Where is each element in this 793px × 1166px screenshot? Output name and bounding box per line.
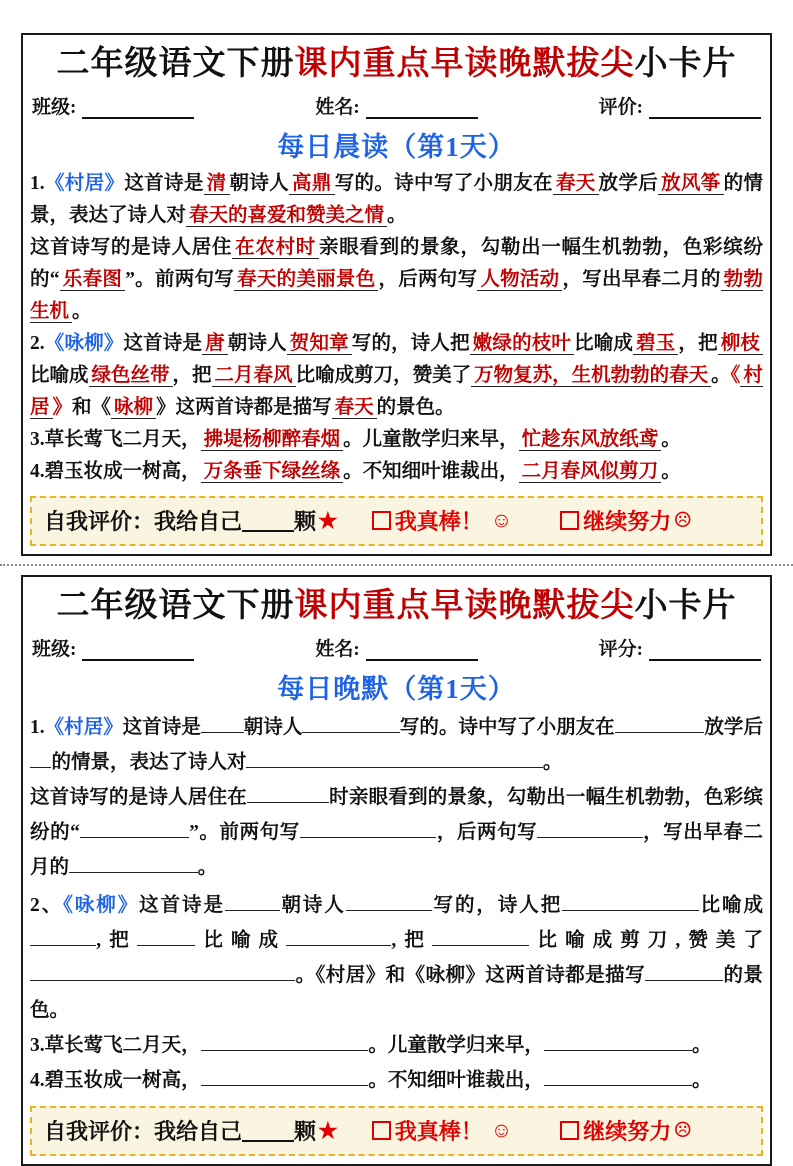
- paragraph: [30, 1063, 763, 1098]
- text-segment: ，写出早春二月的: [562, 269, 721, 291]
- title-part-red: 课内重点早读晚默拔尖: [294, 588, 635, 625]
- text-segment: 。: [387, 205, 407, 227]
- text-segment: 1.: [30, 717, 45, 739]
- field-blank-class[interactable]: [82, 641, 194, 661]
- text-segment: 比喻成: [574, 333, 634, 355]
- text-segment: 。: [197, 857, 218, 879]
- title-part-black-right: 小卡片: [634, 588, 737, 625]
- eval-prefix: 自我评价：我给自己: [44, 509, 243, 535]
- field-name: [315, 92, 477, 119]
- field-rating: [599, 92, 761, 119]
- fill-blank[interactable]: [432, 928, 530, 947]
- title-part-black-left: 二年级语文下册: [56, 588, 295, 625]
- fill-blank[interactable]: [615, 715, 705, 734]
- eval-unit: 颗: [294, 1119, 317, 1145]
- text-segment: ，后两句写: [378, 269, 478, 291]
- checkbox-effort-icon[interactable]: [560, 1121, 579, 1140]
- text-segment: 4.碧玉妆成一树高，: [30, 1070, 201, 1092]
- text-segment: 这首诗是: [139, 895, 225, 917]
- text-segment: 时亲眼看到的景象，勾勒出一幅生机勃勃，色彩缤纷的: [30, 787, 763, 844]
- paragraph: [30, 168, 763, 232]
- answer-text: 咏柳: [111, 397, 156, 419]
- answer-text: 万物复苏，生机勃勃的春天: [471, 365, 711, 387]
- answer-text: 春天的美丽景色: [234, 269, 378, 291]
- eval-option-effort: 继续努力: [583, 1119, 672, 1145]
- frown-icon: ☹: [673, 1118, 693, 1143]
- answer-text: 忙趁东风放纸鸢: [519, 429, 662, 451]
- fill-blank[interactable]: [645, 963, 723, 982]
- text-segment: 写的。诗中写了小朋友在: [399, 717, 615, 739]
- text-segment: 。不知细叶谁裁出，: [368, 1070, 544, 1092]
- text-segment: 这首诗是: [123, 333, 203, 355]
- answer-text: 人物活动: [477, 269, 562, 291]
- text-segment: 写的。诗中写了小朋友在: [334, 173, 553, 195]
- text-segment: 朝诗人: [229, 173, 290, 195]
- title-part-black-left: 二年级语文下册: [56, 46, 295, 82]
- eval-option-great: 我真棒！: [394, 509, 483, 535]
- paragraph: [30, 424, 763, 456]
- fill-blank[interactable]: [30, 928, 96, 947]
- frown-icon: ☹: [673, 508, 693, 533]
- fill-blank[interactable]: [544, 1068, 692, 1087]
- star-icon: ★: [318, 507, 338, 533]
- card-content: [30, 710, 763, 1098]
- evening-recitation-card: [21, 575, 772, 1166]
- field-label-class: 班级:: [32, 97, 77, 119]
- field-score: [599, 634, 761, 661]
- answer-text: 乐春图: [60, 269, 126, 291]
- eval-blank[interactable]: [242, 510, 294, 532]
- card-title: [30, 39, 763, 90]
- text-segment: “: [70, 822, 80, 844]
- fill-blank[interactable]: [300, 820, 437, 839]
- field-label-name: 姓名:: [315, 97, 360, 119]
- text-segment: ，写出早春二月的: [30, 822, 763, 879]
- text-segment: ，把: [678, 333, 718, 355]
- fill-blank[interactable]: [69, 855, 198, 874]
- fill-blank[interactable]: [30, 750, 51, 769]
- field-class: [32, 634, 194, 661]
- text-segment: 》这两首诗都是描写: [156, 397, 332, 419]
- text-segment: 这首诗写的是诗人居住在: [30, 787, 248, 809]
- text-segment: 。不知细叶谁裁出，: [343, 461, 519, 483]
- text-segment: 。: [711, 365, 731, 387]
- text-segment: 1.: [30, 173, 45, 195]
- fill-blank[interactable]: [30, 963, 295, 982]
- text-segment: 的情景，表达了诗人对: [30, 173, 763, 227]
- section-heading-evening: 每日晚默（第1天）: [277, 674, 516, 705]
- text-segment: 。: [661, 461, 681, 483]
- answer-text: 春天: [553, 173, 599, 195]
- text-segment: 的景色。: [30, 965, 763, 1022]
- text-segment: 的景色。: [376, 397, 455, 419]
- fill-blank[interactable]: [225, 893, 280, 912]
- card-title: [30, 581, 763, 632]
- smiley-icon: ☺: [490, 1118, 513, 1143]
- paragraph: [30, 456, 763, 488]
- eval-option-great: 我真棒！: [394, 1119, 483, 1145]
- field-name: [315, 634, 477, 661]
- fill-blank[interactable]: [80, 820, 189, 839]
- text-segment: 比喻成: [195, 930, 287, 952]
- text-segment: 。: [692, 1070, 712, 1092]
- answer-text: 绿色丝带: [89, 365, 173, 387]
- fill-blank[interactable]: [137, 928, 196, 947]
- text-segment: 这首诗写的是诗人居住: [30, 237, 233, 259]
- text-segment: 。《村居》和《咏柳》这两首诗都是描写: [295, 965, 646, 987]
- text-segment: ，后两句写: [436, 822, 538, 844]
- text-segment: 写的，诗人把: [351, 333, 470, 355]
- poem-title: 《村居》: [44, 173, 125, 195]
- fill-blank[interactable]: [562, 893, 699, 912]
- field-blank-rating[interactable]: [649, 99, 761, 119]
- field-class: [32, 92, 194, 119]
- text-segment: 比喻成: [30, 365, 89, 387]
- text-segment: 比喻成剪刀，赞美了: [295, 365, 472, 387]
- text-segment: 放学后: [704, 717, 763, 739]
- text-segment: 朝诗人: [279, 895, 346, 917]
- text-segment: 这首诗是: [122, 717, 201, 739]
- field-blank-class[interactable]: [82, 99, 194, 119]
- poem-title: 《咏柳》: [44, 333, 124, 355]
- answer-text: 贺知章: [287, 333, 352, 355]
- text-segment: ，把: [172, 365, 212, 387]
- fill-blank[interactable]: [302, 715, 400, 734]
- text-segment: 3.草长莺飞二月天，: [30, 1035, 201, 1057]
- answer-text: 柳枝: [718, 333, 763, 355]
- field-blank-name[interactable]: [366, 99, 478, 119]
- text-segment: 4.碧玉妆成一树高，: [30, 461, 201, 483]
- text-segment: 2、: [30, 895, 64, 917]
- field-label-class: 班级:: [32, 639, 77, 661]
- text-segment: 。儿童散学归来早，: [368, 1035, 544, 1057]
- fill-blank[interactable]: [247, 785, 329, 804]
- card-content: [30, 168, 763, 488]
- text-segment: 。: [542, 752, 563, 774]
- morning-reading-card: [21, 33, 772, 556]
- text-segment: 。: [692, 1035, 712, 1057]
- text-segment: 朝诗人: [243, 717, 303, 739]
- self-evaluation-box: [30, 496, 763, 546]
- poem-title: 《村居》: [44, 717, 123, 739]
- text-segment: 比喻成: [698, 895, 763, 917]
- answer-text: 二月春风: [212, 365, 296, 387]
- checkbox-great-icon[interactable]: [372, 511, 391, 530]
- title-part-red: 课内重点早读晚默拔尖: [294, 46, 635, 82]
- paragraph: [30, 232, 763, 328]
- text-segment: 朝诗人: [227, 333, 287, 355]
- fill-blank[interactable]: [201, 1068, 369, 1087]
- paragraph: [30, 780, 763, 885]
- answer-text: 万条垂下绿丝绦: [201, 461, 344, 483]
- text-segment: 2.: [30, 333, 45, 355]
- paragraph: [30, 1028, 763, 1063]
- fill-blank[interactable]: [537, 820, 642, 839]
- checkbox-great-icon[interactable]: [372, 1121, 391, 1140]
- text-segment: 。儿童散学归来早，: [343, 429, 519, 451]
- star-icon: ★: [318, 1117, 338, 1143]
- eval-option-effort: 继续努力: [583, 509, 672, 535]
- text-segment: 《: [730, 365, 741, 387]
- answer-text: 在农村时: [232, 237, 319, 259]
- answer-text: 碧玉: [633, 333, 678, 355]
- header-fields-row: [30, 90, 763, 119]
- eval-blank[interactable]: [242, 1120, 294, 1142]
- answer-text: 拂堤杨柳醉春烟: [201, 429, 344, 451]
- answer-text: 二月春风似剪刀: [519, 461, 662, 483]
- answer-text: 嫩绿的枝叶: [470, 333, 574, 355]
- answer-text: 村居: [30, 365, 763, 419]
- header-fields-row: [30, 632, 763, 661]
- fill-blank[interactable]: [286, 928, 391, 947]
- text-segment: 亲眼看到的景象，勾勒出一幅生机勃勃，色彩缤纷的“: [30, 237, 763, 291]
- text-segment: 写的，诗人把: [431, 895, 563, 917]
- paragraph: [30, 888, 763, 1028]
- answer-text: 春天的喜爱和赞美之情: [186, 205, 387, 227]
- fill-blank[interactable]: [201, 1033, 369, 1052]
- answer-text: 高鼎: [289, 173, 335, 195]
- poem-title: 《咏柳》: [63, 895, 140, 917]
- smiley-icon: ☺: [490, 508, 513, 533]
- fill-blank[interactable]: [201, 715, 244, 734]
- text-segment: 。: [661, 429, 681, 451]
- field-label-name: 姓名:: [315, 639, 360, 661]
- text-segment: 比喻成剪刀,赞美了: [529, 930, 763, 952]
- text-segment: ,把: [391, 930, 432, 952]
- fill-blank[interactable]: [246, 750, 542, 769]
- paragraph: [30, 710, 763, 780]
- answer-text: 清: [204, 173, 230, 195]
- paragraph: [30, 328, 763, 424]
- field-label-rating: 评价:: [598, 97, 643, 119]
- title-part-black-right: 小卡片: [634, 46, 737, 82]
- text-segment: 》: [52, 397, 73, 419]
- text-segment: 和《: [72, 397, 112, 419]
- text-segment: 这首诗是: [124, 173, 204, 195]
- text-segment: 。: [72, 301, 92, 323]
- text-segment: ,把: [96, 930, 137, 952]
- field-blank-score[interactable]: [649, 641, 761, 661]
- field-blank-name[interactable]: [366, 641, 478, 661]
- self-evaluation-box: [30, 1106, 763, 1156]
- answer-text: 勃勃生机: [30, 269, 763, 323]
- text-segment: ”。前两句写: [125, 269, 235, 291]
- text-segment: ”。前两句写: [189, 822, 300, 844]
- text-segment: 3.草长莺飞二月天，: [30, 429, 201, 451]
- eval-prefix: 自我评价：我给自己: [44, 1119, 243, 1145]
- answer-text: 唐: [202, 333, 228, 355]
- section-heading-morning: 每日晨读（第1天）: [277, 132, 516, 163]
- text-segment: 的情景，表达了诗人对: [51, 752, 247, 774]
- fill-blank[interactable]: [544, 1033, 692, 1052]
- field-label-score: 评分:: [598, 639, 643, 661]
- card-separator: [0, 564, 793, 566]
- answer-text: 春天: [332, 397, 377, 419]
- fill-blank[interactable]: [346, 893, 432, 912]
- answer-text: 放风筝: [658, 173, 724, 195]
- checkbox-effort-icon[interactable]: [560, 511, 579, 530]
- eval-unit: 颗: [294, 509, 317, 535]
- text-segment: 放学后: [598, 173, 659, 195]
